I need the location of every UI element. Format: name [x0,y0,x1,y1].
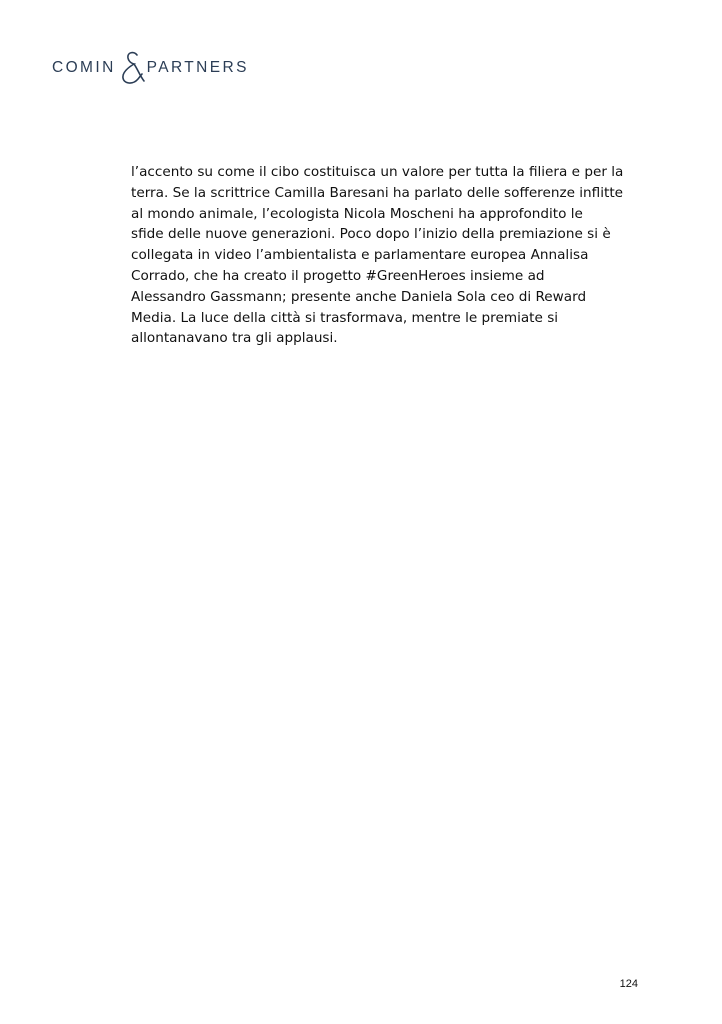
paragraph-line: allontanavano tra gli applausi. [131,330,338,347]
paragraph-line: Corrado, che ha creato il progetto #GreenHeroes insieme ad [131,267,545,284]
ampersand-icon [117,50,145,86]
paragraph-line: l’accento su come il cibo costituisca un valore per tutta la filiera e per la [131,164,624,180]
body-paragraph [131,162,641,349]
paragraph-line: al mondo animale, l’ecologista Nicola Moscheni ha approfondito le [131,205,583,222]
paragraph-line: Media. La luce della città si trasformava, mentre le premiate si [131,309,559,326]
paragraph-line: terra. Se la scrittrice Camilla Baresani ha parlato delle sofferenze inflitte [131,184,624,201]
company-logo [52,50,249,86]
paragraph-line: sfide delle nuove generazioni. Poco dopo l’inizio della premiazione si è [131,226,611,243]
logo-text-partners: PARTNERS [146,59,249,77]
paragraph-line: collegata in video l’ambientalista e parlamentare europea Annalisa [131,247,589,264]
logo-text-comin: COMIN [52,59,116,77]
paragraph-line: Alessandro Gassmann; presente anche Daniela Sola ceo di Reward [131,288,587,305]
page-number: 124 [619,978,638,990]
